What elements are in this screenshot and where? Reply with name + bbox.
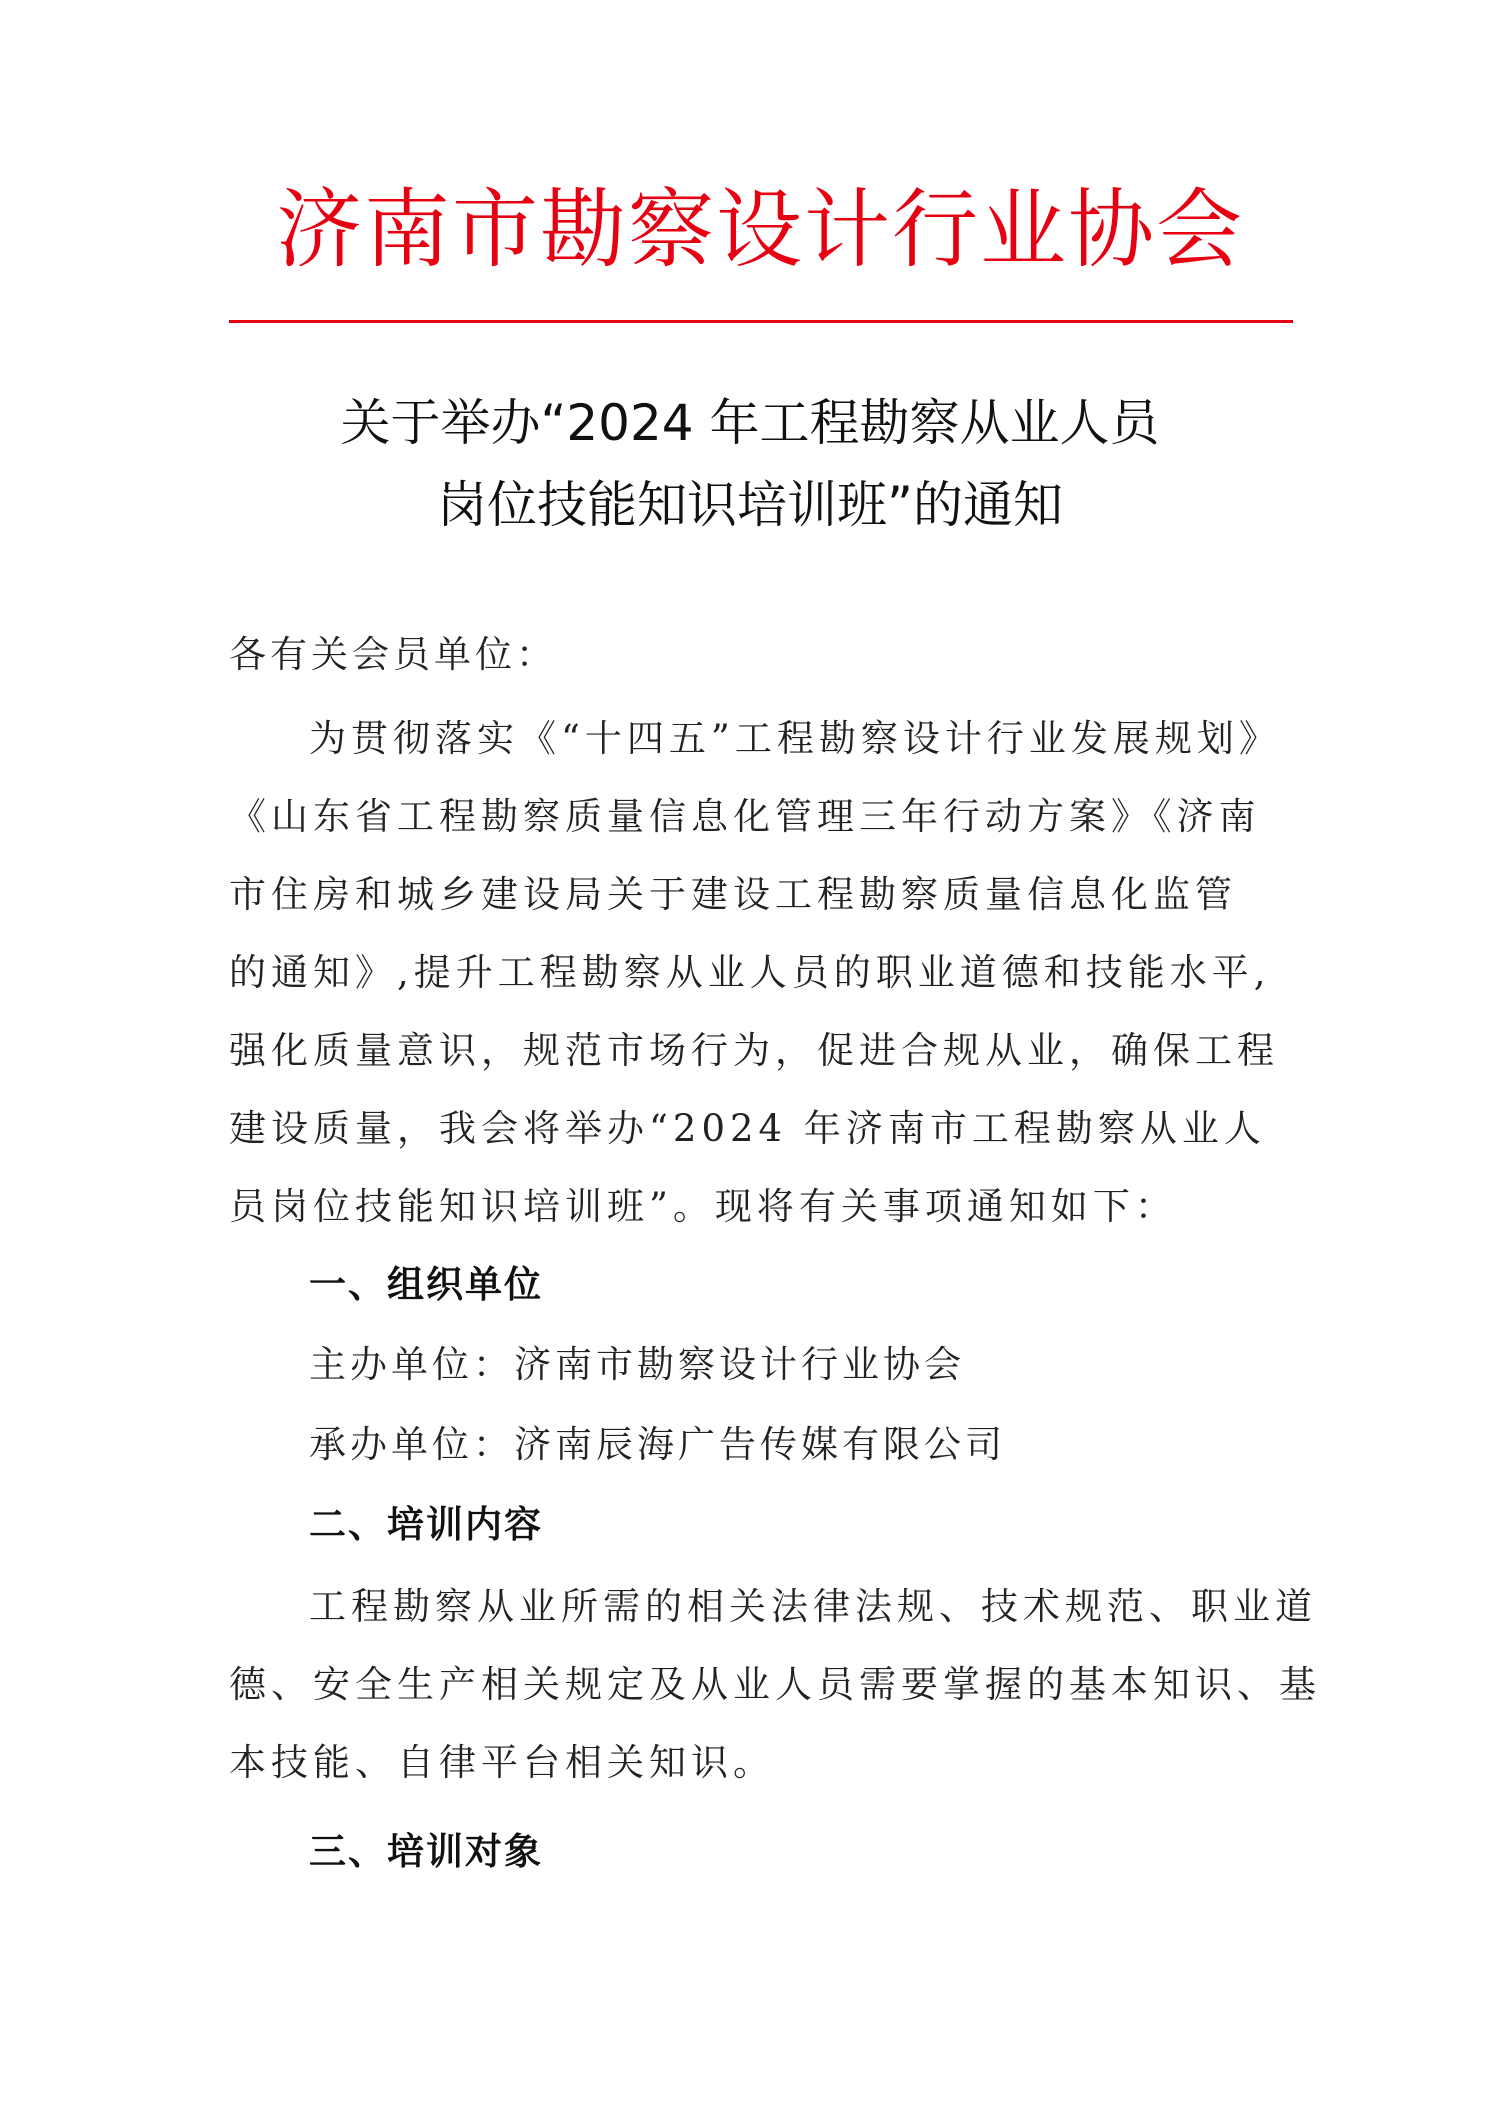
intro-line: 强化质量意识，规范市场行为，促进合规从业，确保工程: [229, 1029, 1279, 1072]
title-line-2: 岗位技能知识培训班”的通知: [437, 476, 1063, 534]
intro-line: 为贯彻落实《“十四五”工程勘察设计行业发展规划》: [309, 717, 1281, 760]
intro-line: 的通知》,提升工程勘察从业人员的职业道德和技能水平,: [229, 951, 1271, 994]
document-title: [180, 382, 1320, 546]
training-content-paragraph: [229, 1568, 1321, 1802]
section-heading-training-content: 二、培训内容: [309, 1503, 543, 1546]
intro-line: 员岗位技能知识培训班”。现将有关事项通知如下：: [229, 1185, 1177, 1228]
intro-line: 《山东省工程勘察质量信息化管理三年行动方案》《济南: [229, 795, 1261, 838]
section-heading-organizing-units: 一、组织单位: [309, 1263, 543, 1306]
organizer-unit: 承办单位：济南辰海广告传媒有限公司: [309, 1423, 1006, 1466]
intro-paragraph: [229, 700, 1293, 1246]
content-line: 工程勘察从业所需的相关法律法规、技术规范、职业道: [309, 1585, 1317, 1628]
org-letterhead: 济南市勘察设计行业协会: [276, 180, 1244, 280]
salutation: 各有关会员单位：: [229, 633, 557, 676]
content-line: 德、安全生产相关规定及从业人员需要掌握的基本知识、基: [229, 1663, 1321, 1706]
section-heading-training-target: 三、培训对象: [309, 1830, 543, 1873]
title-line-1: 关于举办“2024 年工程勘察从业人员: [340, 394, 1160, 452]
content-line: 本技能、自律平台相关知识。: [229, 1741, 775, 1784]
host-unit: 主办单位：济南市勘察设计行业协会: [309, 1343, 965, 1386]
intro-line: 市住房和城乡建设局关于建设工程勘察质量信息化监管: [229, 873, 1237, 916]
intro-line: 建设质量，我会将举办“2024 年济南市工程勘察从业人: [229, 1107, 1266, 1150]
letterhead-red-rule: [229, 320, 1293, 323]
